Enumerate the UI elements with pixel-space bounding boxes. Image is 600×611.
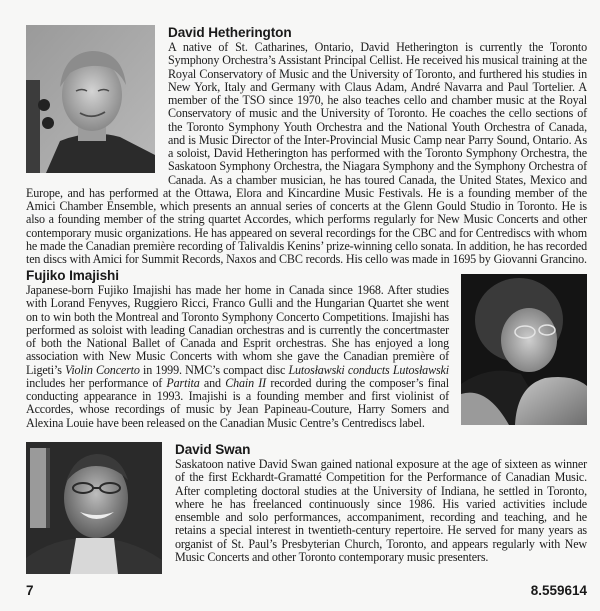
bio-text: A native of St. Catharines, Ontario, David Hetherington is currently the Toronto Symphony Orchestra’s Assistant Principal Cellist. He received his musical training at the Royal Conservatory of Music and the University of Toronto, and furthered his studies in New York, Italy and Germany with Claus Adam, André Navarra and Paul Tortelier. A member of the TSO since 1970, he also teaches cello and chamber music at the Royal Conservatory of music and the University of Toronto. He coaches the cello sections of the Toronto Symphony Youth Orchestra and the National Youth Orchestra of Canada, and is Music Director of the Inter-Provincial Music Camp near Parry Sound, Ontario. As a soloist, David Hetherington has performed with the Toronto Symphony Orchestra, the Saskatoon Symphony Orchestra, the Niagara Symphony and the Symphony Orchestra of Canada. As a chamber musician, he has toured Canada, the United States, Mexico and Europe, and has performed at the Ottawa, Elora and Kincardine Music Festivals. He is a founding member of the Amici Chamber Ensemble, which presents an annual series of concerts at the Glenn Gould Studio in Toronto. He is also a founding member of the string quartet Accordes, which performs regularly for New Music Concerts and other contemporary music organizations. He has appeared on several recordings for the CBC and for Centrediscs with whom he made the Canadian première recording of Talivaldis Kenins’ prize-winning cello sonata. In addition, he has recorded ten discs with Amici for Summit Records, Naxos and CBC records. His cello was made in 1695 by Giovanni Grancino. <box>26 40 587 266</box>
bio-fujiko-imajishi <box>26 268 587 430</box>
photo-david-hetherington <box>26 25 155 173</box>
bio-name: Fujiko Imajishi <box>26 268 119 283</box>
bio-name: David Swan <box>175 442 251 457</box>
portrait-image <box>26 442 162 574</box>
catalog-number: 8.559614 <box>530 583 587 598</box>
page-number: 7 <box>26 583 34 598</box>
bio-text-segment: and <box>199 375 226 390</box>
photo-fujiko-imajishi <box>461 274 587 425</box>
portrait-image <box>461 274 587 425</box>
bio-text: Saskatoon native David Swan gained national exposure at the age of sixteen as winner of the first Eckhardt-Gramatté Competition for the Performance of Canadian Music. After completing doctoral studies at the University of Indiana, he settled in Toronto, where he has freelanced continuously since 1986. His varied activities include ensemble and solo performances, accompaniment, recording and teaching, and he retains a special interest in twentieth-century repertoire. He served for many years as organist of St. Paul’s Presbyterian Church, Toronto, and appears regularly with New Music Concerts and other Toronto contemporary music presenters. <box>175 457 587 564</box>
bio-text-segment: Japanese-born Fujiko Imajishi has made her home in Canada since 1968. After studies with Lorand Fenyves, Ruggiero Ricci, Franco Gulli and the Hungarian Quartet she went on to win both the Montreal and Toronto Symphony Concerto Competitions. Imajishi has performed as soloist with leading Canadian orchestras and is currently the concertmaster of both the National Ballet of Canada and Esprit orchestras. She has enjoyed a long association with New Music Concerts with whom she gave the Canadian première of Ligeti’s <box>26 283 449 377</box>
bio-text-segment: recorded during the composer’s final conducting appearance in 1993. Imajishi is a founding member and first violinist of Accordes, whose recordings of music by Jean Papineau-Couture, Harry Somers and Alexina Louie have been released on the Canadian Music Centre’s Centrediscs label. <box>26 375 449 430</box>
work-title: Violin Concerto <box>64 362 140 377</box>
bio-text-segment: includes her performance of <box>26 375 167 390</box>
work-title: Chain II <box>225 375 267 390</box>
photo-david-swan <box>26 442 162 574</box>
bio-david-hetherington <box>26 25 587 266</box>
work-title: Partita <box>166 375 200 390</box>
bio-text-segment: in 1999. NMC’s compact disc <box>139 362 289 377</box>
bio-name: David Hetherington <box>168 25 292 40</box>
portrait-image <box>26 25 155 173</box>
work-title: Lutosławski conducts Lutosławski <box>288 362 449 377</box>
bio-david-swan <box>26 442 587 576</box>
